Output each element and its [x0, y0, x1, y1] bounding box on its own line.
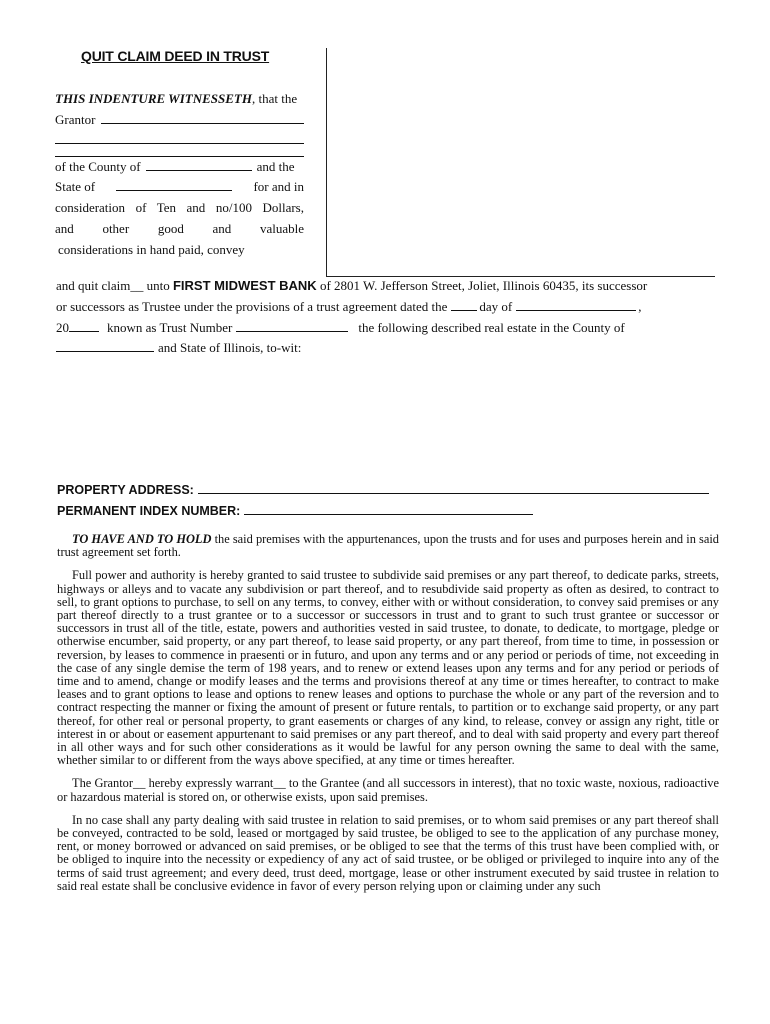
recorder-box-left-border	[326, 48, 327, 276]
indenture-heading: THIS INDENTURE WITNESSETH	[55, 91, 252, 106]
permanent-index-field[interactable]	[244, 502, 533, 515]
state-suffix: for and in	[253, 179, 304, 195]
trust-number-field[interactable]	[236, 319, 348, 332]
deed-body	[57, 533, 719, 903]
year-prefix: 20	[56, 319, 69, 335]
state-prefix: State of	[55, 179, 96, 195]
bank-address-text: of 2801 W. Jefferson Street, Joliet, Illinois 60435, its successor	[319, 278, 648, 293]
habendum-text: the said premises with the appurtenances, upon the trusts and for uses and purposes herein and in said trust agreement set forth.	[57, 532, 719, 560]
trustee-bank-name: FIRST MIDWEST BANK	[172, 278, 317, 293]
described-estate-text: the following described real estate in the County of	[358, 319, 625, 335]
grantor-name-field[interactable]	[101, 111, 304, 124]
grantor-label: Grantor	[55, 111, 96, 127]
county-prefix: of the County of	[55, 158, 141, 174]
permanent-index-label: PERMANENT INDEX NUMBER:	[57, 504, 241, 518]
consideration-line-1: consideration of Ten and no/100 Dollars,	[55, 200, 304, 216]
county-suffix: and the	[256, 158, 295, 174]
habendum-paragraph	[57, 533, 719, 559]
property-address-label: PROPERTY ADDRESS:	[57, 483, 194, 497]
grantor-county-field[interactable]	[146, 158, 252, 171]
quit-claim-text: and quit claim__ unto	[56, 278, 170, 293]
consideration-line-2: and other good and valuable	[55, 220, 304, 236]
trust-day-field[interactable]	[451, 298, 477, 311]
day-of-text: day of	[479, 298, 513, 314]
trust-number-text: known as Trust Number	[107, 319, 233, 335]
to-wit-text: and State of Illinois, to-wit:	[158, 340, 302, 356]
habendum-heading: TO HAVE AND TO HOLD	[72, 532, 212, 546]
trust-year-field[interactable]	[69, 319, 99, 332]
grantor-intro-block	[55, 89, 304, 261]
grantor-name-line-2[interactable]	[55, 131, 304, 144]
property-address-field[interactable]	[198, 481, 709, 494]
permanent-index-row	[57, 502, 533, 518]
trust-month-field[interactable]	[516, 298, 636, 311]
environmental-warranty-paragraph: The Grantor__ hereby expressly warrant__ to the Grantee (and all successors in interest), that no toxic waste, noxious, radioactive or hazardous material is stored on, or otherwise exists, upon said premises.	[57, 776, 719, 804]
trustee-powers-paragraph: Full power and authority is hereby granted to said trustee to subdivide said premises or any part thereof, to dedicate parks, streets, highways or alleys and to vacate any subdivision or part thereof, and to resubdivide said property as often as desired, to contract to sell, to grant options to purchase, to sell on any terms, to convey, either with or without consideration, to convey said premises or any part thereof directly to a trust grantee or to a successor or successors in trust and to grant to such trust grantee or successor or successors in trust all of the title, estate, powers and authorities vested in said trustee, to donate, to dedicate, to mortgage, pledge or otherwise encumber, said property, or any part thereof, to lease said property, or any part thereof, from time to time, in possession or reversion, by leases to commence in praesenti or in futuro, and upon any terms and or any period or periods of time, not exceeding in the case of any single demise the term of 198 years, and to renew or extend leases upon any terms and for any period or periods of time and to amend, change or modify leases and the terms and provisions thereof at any time or times hereafter, to contract to make leases and to grant options to lease and options to renew leases and options to purchase the whole or any part of the reversion and to contract respecting the manner or fixing the amount of present or future rentals, to partition or to exchange said property, or any part thereof, for other real or personal property, to grant easements or charges of any kind, to release, convey or assign any right, title or interest in or about or easement appurtenant to said premises or any part thereof, and to deal with said property and every part thereof in all other ways and for such other considerations as it would be lawful for any person owning the same to deal with the same, whether similar to or different from the ways above specified, at any time or times hereafter.	[57, 568, 719, 768]
intro-lead-rest: , that the	[251, 91, 298, 106]
document-title: QUIT CLAIM DEED IN TRUST	[81, 48, 270, 64]
consideration-line-3: considerations in hand paid, convey	[58, 241, 245, 257]
conveyance-block	[56, 276, 710, 359]
property-address-row	[57, 481, 709, 497]
grantor-state-field[interactable]	[116, 178, 232, 191]
comma-text: ,	[638, 298, 642, 314]
third-party-protection-paragraph: In no case shall any party dealing with said trustee in relation to said premises, or to whom said premises or any part thereof shall be conveyed, contracted to be sold, leased or mortgaged by said trustee, be obliged to see to the application of any purchase money, rent, or money borrowed or advanced on said premises, or be obliged to see that the terms of this trust have been complied with, or be obliged to inquire into the necessity or expediency of any act of said trustee, or be obliged or privileged to inquire into any of the terms of said trust agreement; and every deed, trust deed, mortgage, lease or other instrument executed by said trustee in relation to said real estate shall be conclusive evidence in favor of every person relying upon or claiming under any such	[57, 812, 719, 893]
property-county-field[interactable]	[56, 339, 154, 352]
trust-agreement-text: or successors as Trustee under the provisions of a trust agreement dated the	[56, 298, 448, 314]
grantor-name-line-3[interactable]	[55, 144, 304, 157]
